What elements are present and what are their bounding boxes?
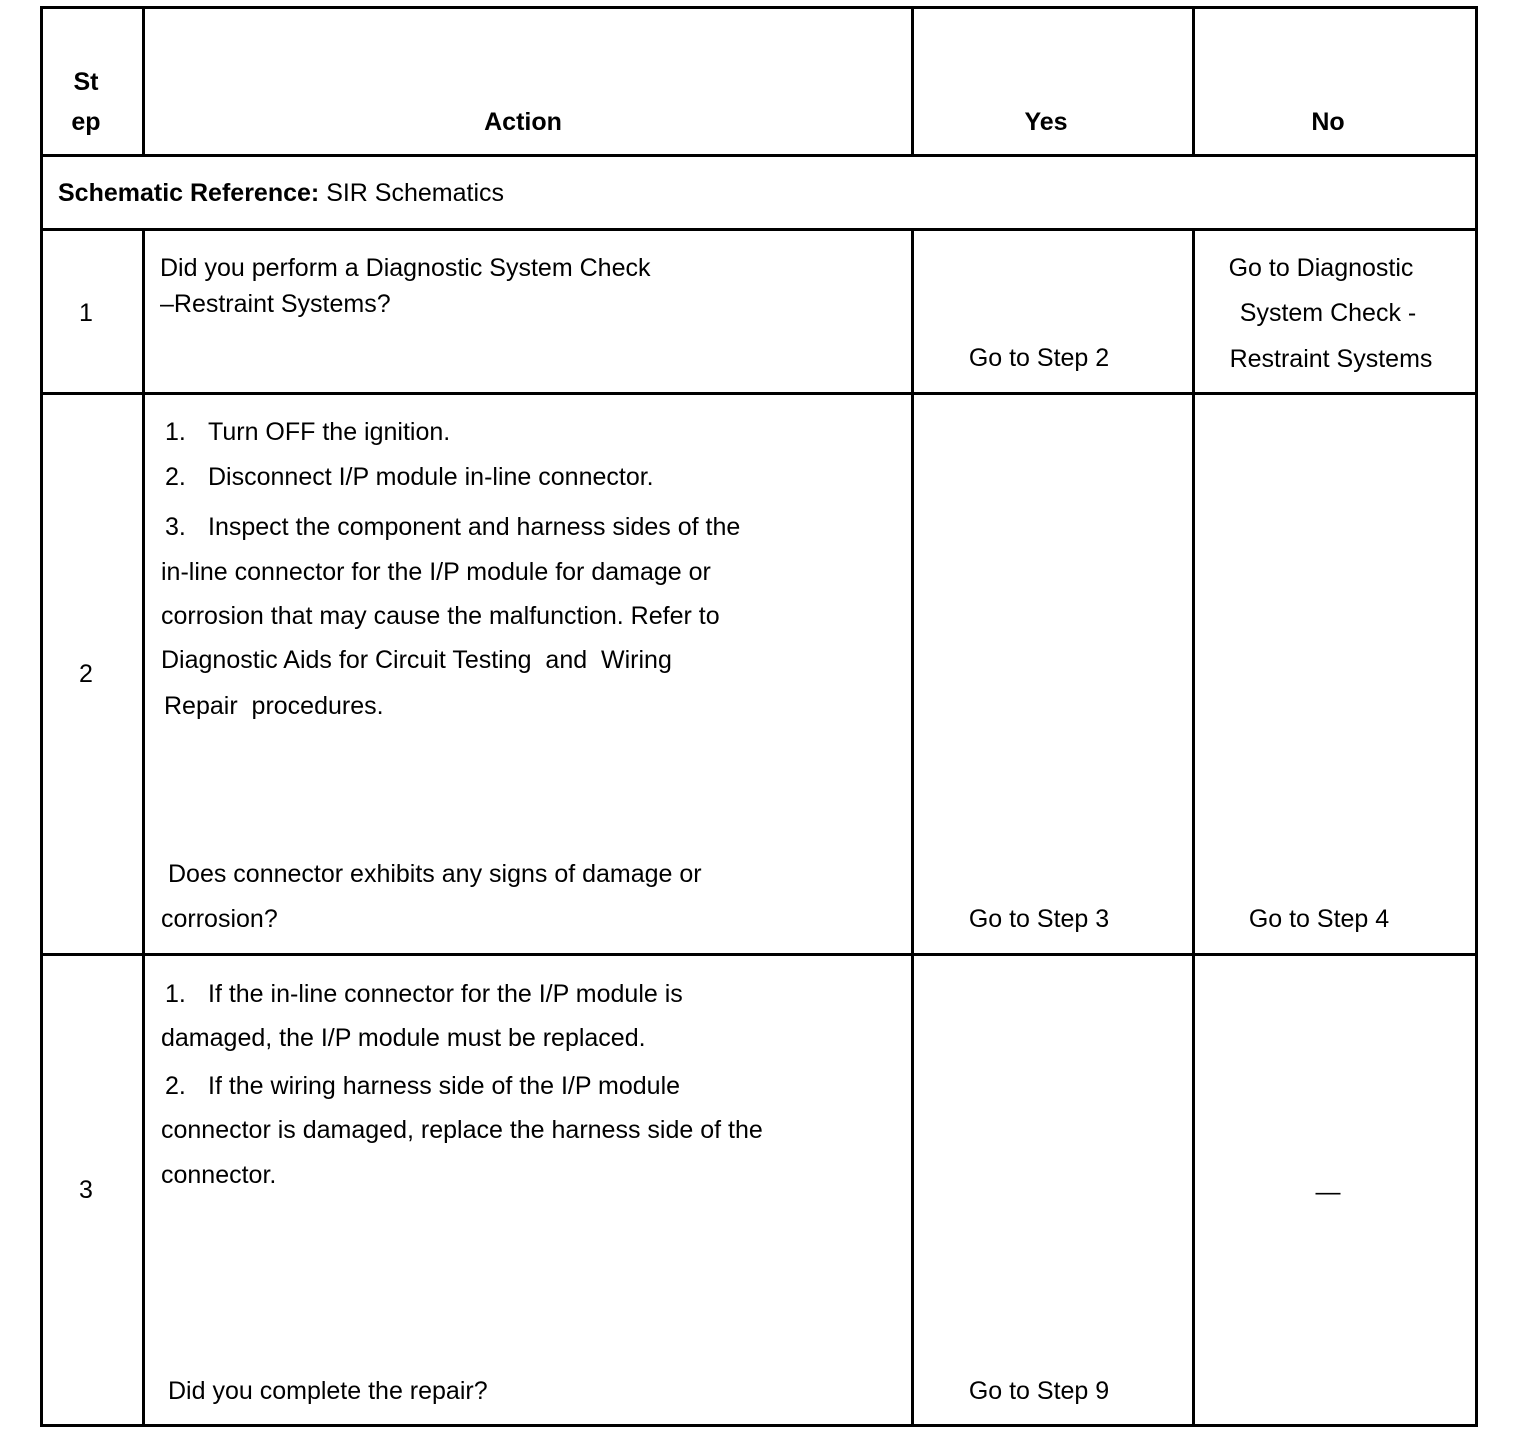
yes-result: Go to Step 2 <box>968 344 1110 372</box>
list-item-number: 1. <box>165 980 186 1008</box>
no-result-line: Go to Diagnostic <box>1228 254 1414 282</box>
grid-line-col2 <box>911 228 914 1427</box>
action-text-line: Repair procedures. <box>164 692 384 720</box>
header-yes: Yes <box>1024 108 1068 136</box>
grid-line-header-bottom <box>40 154 1478 157</box>
action-text-line: damaged, the I/P module must be replaced. <box>161 1024 646 1052</box>
grid-line-col3 <box>1192 228 1195 1427</box>
list-item-number: 3. <box>165 513 186 541</box>
step-number: 2 <box>79 660 93 688</box>
schematic-reference <box>58 181 504 206</box>
list-item-number: 2. <box>165 463 186 491</box>
grid-line-right <box>1475 6 1478 1427</box>
list-item-text: If the in-line connector for the I/P module is <box>208 980 683 1008</box>
grid-line-col3-top <box>1192 6 1195 157</box>
header-step-line1: St <box>73 68 99 96</box>
action-text-line: connector. <box>161 1161 277 1189</box>
yes-result: Go to Step 9 <box>968 1377 1110 1405</box>
question-line: corrosion? <box>161 905 278 933</box>
step-number: 3 <box>79 1176 93 1204</box>
question-line: Did you complete the repair? <box>168 1377 488 1405</box>
grid-line-top <box>40 6 1478 9</box>
grid-line-col1 <box>142 228 145 1427</box>
list-item-number: 1. <box>165 418 186 446</box>
header-step-line2: ep <box>71 108 101 136</box>
list-item-number: 2. <box>165 1072 186 1100</box>
action-text-line: Did you perform a Diagnostic System Check <box>160 254 651 282</box>
header-no: No <box>1311 108 1345 136</box>
no-result: Go to Step 4 <box>1248 905 1390 933</box>
schematic-reference-value: SIR Schematics <box>326 179 505 207</box>
action-text-line: –Restraint Systems? <box>160 290 391 318</box>
list-item-text: Disconnect I/P module in-line connector. <box>208 463 654 491</box>
step-number: 1 <box>79 299 93 327</box>
no-result-line: Restraint Systems <box>1229 345 1433 373</box>
no-result: — <box>1315 1178 1341 1206</box>
action-text-line: connector is damaged, replace the harness side of the <box>161 1116 763 1144</box>
grid-line-col2-top <box>911 6 914 157</box>
yes-result: Go to Step 3 <box>968 905 1110 933</box>
header-action: Action <box>484 108 562 136</box>
list-item-text: Turn OFF the ignition. <box>208 418 451 446</box>
grid-line-col1-top <box>142 6 145 157</box>
no-result-line: System Check - <box>1239 299 1417 327</box>
question-line: Does connector exhibits any signs of damage or <box>168 860 702 888</box>
grid-line-row1-bottom <box>40 392 1478 395</box>
list-item-text: Inspect the component and harness sides of the <box>208 513 741 541</box>
schematic-reference-label: Schematic Reference: <box>58 179 320 207</box>
action-text-line: Diagnostic Aids for Circuit Testing and Wiring <box>161 646 672 674</box>
action-text-line: corrosion that may cause the malfunction. Refer to <box>161 602 720 630</box>
grid-line-schematic-bottom <box>40 228 1478 231</box>
grid-line-row2-bottom <box>40 953 1478 956</box>
list-item-text: If the wiring harness side of the I/P module <box>208 1072 681 1100</box>
action-text-line: in-line connector for the I/P module for damage or <box>161 558 711 586</box>
grid-line-left <box>40 6 43 1427</box>
grid-line-bottom <box>40 1424 1478 1427</box>
